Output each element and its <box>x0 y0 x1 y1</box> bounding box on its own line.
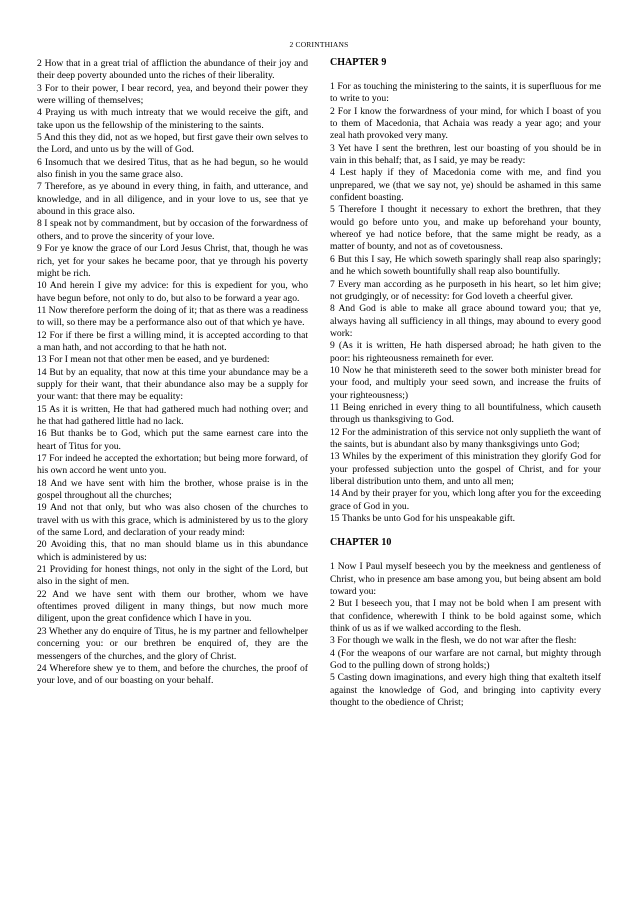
verse: 4 Praying us with much intreaty that we would receive the gift, and take upon us the fellowship of the ministering to the saints. <box>37 107 308 131</box>
verse: 13 Whiles by the experiment of this ministration they glorify God for your professed subjection unto the gospel of Christ, and for your liberal distribution unto them, and unto all men; <box>330 451 601 487</box>
verse: 16 But thanks be to God, which put the same earnest care into the heart of Titus for you. <box>37 428 308 452</box>
verse: 8 I speak not by commandment, but by occasion of the forwardness of others, and to prove the sincerity of your love. <box>37 218 308 242</box>
verse: 15 As it is written, He that had gathered much had nothing over; and he that had gathered little had no lack. <box>37 403 308 427</box>
verse: 5 Therefore I thought it necessary to exhort the brethren, that they would go before unto you, and make up beforehand your bounty, whereof ye had notice before, that the same might be ready, as a matter of bounty, and not as of covetousness. <box>330 204 601 253</box>
right-column <box>330 57 601 710</box>
verse: 7 Every man according as he purposeth in his heart, so let him give; not grudgingly, or of necessity: for God loveth a cheerful giver. <box>330 278 601 302</box>
verse: 4 (For the weapons of our warfare are not carnal, but mighty through God to the pulling down of strong holds;) <box>330 647 601 672</box>
verse: 2 For I know the forwardness of your mind, for which I boast of you to them of Macedonia, that Achaia was ready a year ago; and your zeal hath provoked very many. <box>330 105 601 142</box>
left-column <box>37 58 308 688</box>
verse: 14 And by their prayer for you, which long after you for the exceeding grace of God in you. <box>330 488 601 512</box>
verse: 5 And this they did, not as we hoped, but first gave their own selves to the Lord, and unto us by the will of God. <box>37 132 308 156</box>
verse: 11 Now therefore perform the doing of it; that as there was a readiness to will, so there may be a performance also out of that which ye have. <box>37 304 308 329</box>
verse: 23 Whether any do enquire of Titus, he is my partner and fellowhelper concerning you: or our brethren be enquired of, they are the messengers of the churches, and the glory of Christ. <box>37 625 308 662</box>
verse: 4 Lest haply if they of Macedonia come with me, and find you unprepared, we (that we say not, ye) should be ashamed in this same confident boasting. <box>330 167 601 204</box>
verse: 15 Thanks be unto God for his unspeakable gift. <box>330 513 516 525</box>
verse: 3 For to their power, I bear record, yea, and beyond their power they were willing of themselves; <box>37 82 308 107</box>
verse: 12 For the administration of this service not only supplieth the want of the saints, but is abundant also by many thanksgivings unto God; <box>330 426 601 450</box>
verse: 3 Yet have I sent the brethren, lest our boasting of you should be in vain in this behalf; that, as I said, ye may be ready: <box>330 142 601 167</box>
verse: 22 And we have sent with them our brother, whom we have oftentimes proved diligent in many things, but now much more diligent, upon the great confidence which I have in you. <box>37 588 308 625</box>
verse: 1 Now I Paul myself beseech you by the meekness and gentleness of Christ, who in presence am base among you, but being absent am bold toward you: <box>330 561 601 598</box>
verse: 8 And God is able to make all grace abound toward you; that ye, always having all sufficiency in all things, may abound to every good work: <box>330 303 601 339</box>
verse: 3 For though we walk in the flesh, we do not war after the flesh: <box>330 635 577 647</box>
verse: 2 How that in a great trial of affliction the abundance of their joy and their deep poverty abounded unto the riches of their liberality. <box>37 58 308 82</box>
verse: 5 Casting down imaginations, and every high thing that exalteth itself against the knowledge of God, and bringing into captivity every thought to the obedience of Christ; <box>330 672 601 709</box>
verse: 14 But by an equality, that now at this time your abundance may be a supply for their want, that their abundance also may be a supply for your want: that there may be equality: <box>37 366 308 403</box>
verse: 2 But I beseech you, that I may not be bold when I am present with that confidence, wherewith I think to be bold against some, which think of us as if we walked according to the flesh. <box>330 598 601 635</box>
chapter-heading: CHAPTER 9 <box>330 57 387 68</box>
verse: 7 Therefore, as ye abound in every thing, in faith, and utterance, and knowledge, and in all diligence, and in your love to us, see that ye abound in this grace also. <box>37 181 308 218</box>
running-header: 2 CORINTHIANS <box>289 40 349 49</box>
verse: 1 For as touching the ministering to the saints, it is superfluous for me to write to you: <box>330 81 601 105</box>
verse: 24 Wherefore shew ye to them, and before the churches, the proof of your love, and of our boasting on your behalf. <box>37 662 308 687</box>
verse: 12 For if there be first a willing mind, it is accepted according to that a man hath, and not according to that he hath not. <box>37 329 308 353</box>
verse: 6 Insomuch that we desired Titus, that as he had begun, so he would also finish in you the same grace also. <box>37 156 308 181</box>
verse: 9 For ye know the grace of our Lord Jesus Christ, that, though he was rich, yet for your sakes he became poor, that ye through his poverty might be rich. <box>37 243 308 279</box>
chapter-heading: CHAPTER 10 <box>330 537 392 549</box>
verse: 17 For indeed he accepted the exhortation; but being more forward, of his own accord he went unto you. <box>37 453 308 477</box>
verse: 19 And not that only, but who was also chosen of the churches to travel with us with this grace, which is administered by us to the glory of the same Lord, and declaration of your ready mind: <box>37 502 308 539</box>
verse: 10 And herein I give my advice: for this is expedient for you, who have begun before, not only to do, but also to be forward a year ago. <box>37 280 308 304</box>
verse: 11 Being enriched in every thing to all bountifulness, which causeth through us thanksgiving to God. <box>330 401 601 426</box>
verse: 21 Providing for honest things, not only in the sight of the Lord, but also in the sight of men. <box>37 564 308 588</box>
verse: 10 Now he that ministereth seed to the sower both minister bread for your food, and multiply your seed sown, and increase the fruits of your righteousness;) <box>330 364 601 401</box>
verse: 18 And we have sent with him the brother, whose praise is in the gospel throughout all the churches; <box>37 477 308 502</box>
verse: 9 (As it is written, He hath dispersed abroad; he hath given to the poor: his righteousness remaineth for ever. <box>330 340 601 364</box>
verse: 13 For I mean not that other men be eased, and ye burdened: <box>37 354 270 366</box>
verse: 6 But this I say, He which soweth sparingly shall reap also sparingly; and he which soweth bountifully shall reap also bountifully. <box>330 253 601 278</box>
verse: 20 Avoiding this, that no man should blame us in this abundance which is administered by us: <box>37 539 308 563</box>
